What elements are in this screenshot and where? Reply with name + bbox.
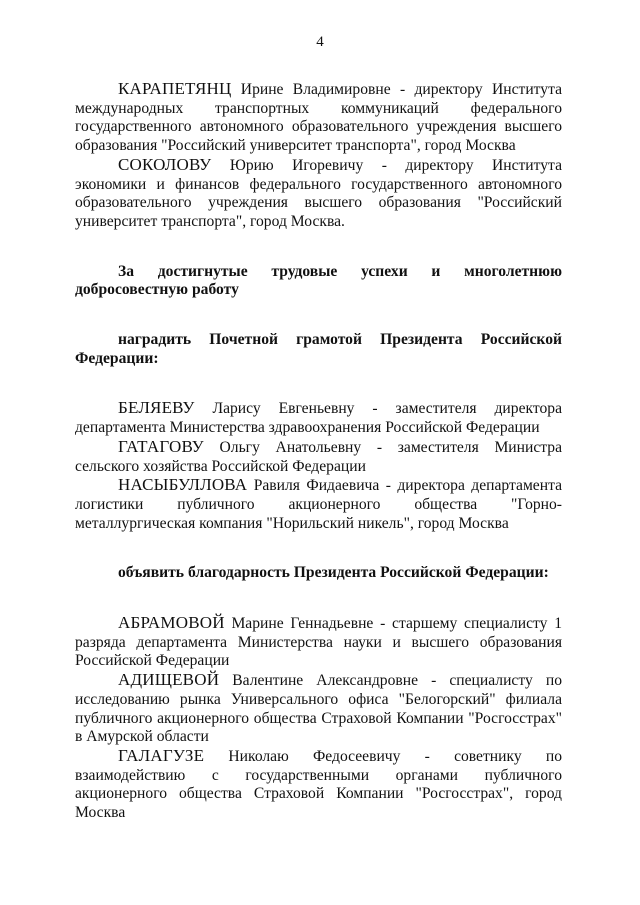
awardee-details: Равиля Фидаевича - директора департамента логистики публичного акционерного общества "Горно-металлургическая компания "Норильский никель", город Москва	[75, 477, 562, 532]
gratitude-heading: объявить благодарность Президента Российской Федерации:	[118, 564, 549, 582]
awardee-details: Валентине Александровне - специалисту по исследованию рынка Универсального офиса "Белогорский" филиала публичного акционерного общества Страховой Компании "Росгосстрах" в Амурской области	[75, 672, 562, 746]
awardee-details: Николаю Федосеевичу - советнику по взаимодействию с государственными органами публичного акционерного общества Страховой Компании "Росгосстрах", город Москва	[75, 747, 562, 822]
award-list-item	[75, 399, 562, 437]
document-body	[75, 80, 562, 823]
awardee-details: Юрию Игоревичу - директору Института экономики и финансов федерального государственного автономного образовательного учреждения высшего образования "Российский университет транспорта", город Москва.	[75, 156, 562, 230]
awardee-details: Ларису Евгеньевну - заместителя директора департамента Министерства здравоохранения Российской Федерации	[75, 400, 562, 437]
awardee-details: Ольгу Анатольевну - заместителя Министра сельского хозяйства Российской Федерации	[75, 438, 562, 475]
award-list	[75, 399, 562, 533]
award-heading: наградить Почетной грамотой Президента Российской Федерации:	[75, 331, 562, 367]
awardee-surname: КАРАПЕТЯНЦ	[118, 79, 232, 98]
reason-heading: За достигнутые трудовые успехи и многолетнюю добросовестную работу	[75, 262, 562, 299]
gratitude-list-item	[75, 614, 562, 671]
awardee-surname: АБРАМОВОЙ	[118, 613, 225, 633]
awardee-surname: ГАТАГОВУ	[118, 436, 204, 456]
gratitude-list-item	[75, 671, 562, 747]
page-number: 4	[316, 34, 324, 50]
awardee-paragraph	[75, 80, 562, 156]
gratitude-list	[75, 614, 562, 823]
awardee-details: Ирине Владимировне - директору Института международных транспортных коммуникаций федерального государственного автономного образовательного учреждения высшего образования "Российский университет транспорта", город Москва	[75, 81, 562, 155]
awardee-surname: СОКОЛОВУ	[118, 154, 212, 174]
awardee-surname: АДИЩЕВОЙ	[118, 670, 220, 690]
gratitude-list-item	[75, 747, 562, 823]
awardee-details: Марине Геннадьевне - старшему специалисту 1 разряда департамента Министерства науки и высшего образования Российской Федерации	[75, 615, 562, 670]
awardee-surname: НАСЫБУЛЛОВА	[118, 475, 248, 495]
awardee-surname: БЕЛЯЕВУ	[118, 398, 195, 418]
award-list-item	[75, 438, 562, 476]
award-list-item	[75, 476, 562, 533]
awardee-surname: ГАЛАГУЗЕ	[118, 745, 205, 765]
awardee-paragraph	[75, 156, 562, 232]
